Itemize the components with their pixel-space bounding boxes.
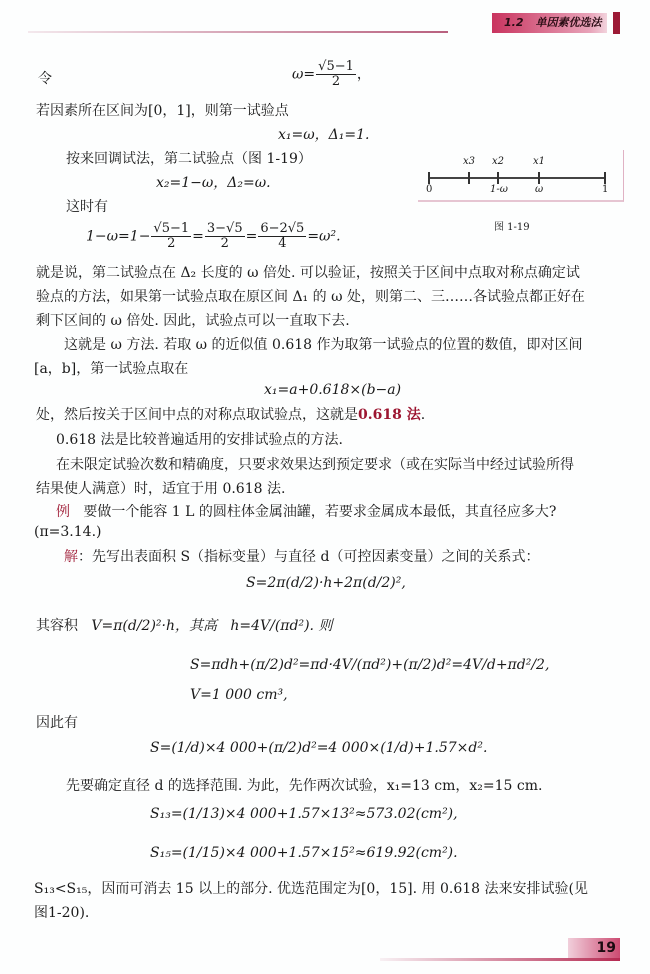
frac-denominator: 2 [331, 74, 341, 89]
method-name-highlight: 0.618 法 [358, 407, 421, 423]
example-question: 要做一个能容 1 L 的圆柱体金属油罐，若要求金属成本最低，其直径应多大? [83, 504, 557, 520]
surface-area-final-eq: S=(1/d)×4 000+(π/2)d²=4 000×(1/d)+1.57×d². [150, 740, 488, 756]
figure-caption: 图 1-19 [494, 222, 530, 233]
volume-value-eq: V=1 000 cm³, [190, 687, 288, 703]
frac-numerator: 6−2√5 [260, 221, 305, 236]
frac-denominator: 2 [167, 236, 176, 251]
frac-denominator: 2 [220, 236, 229, 251]
example-line [56, 501, 556, 521]
eq-part: =ω². [307, 228, 341, 245]
paragraph-line: 验点的方法，如果第一试验点取在原区间 Δ₁ 的 ω 处，则第二、三……各试验点都正好在 [36, 289, 585, 305]
punct: ， [356, 66, 371, 83]
s13-eq: S₁₃=(1/13)×4 000+1.57×13²≈573.02(cm²), [150, 806, 458, 822]
paragraph-line: [a，b]，第一试验点取在 [34, 361, 189, 377]
eq-part: = [192, 228, 204, 245]
paragraph-line: 剩下区间的 ω 倍处. 因此，试验点可以一直取下去. [36, 313, 350, 329]
frac-numerator: 3−√5 [206, 221, 243, 236]
eq-part: = [245, 228, 258, 245]
omega-definition [292, 60, 371, 89]
range-sentence: 先要确定直径 d 的选择范围. 为此，先作两次试验，x₁=13 cm，x₂=15 cm. [66, 778, 543, 794]
surface-area-substituted-eq: S=πdh+(π/2)d²=πd·4V/(πd²)+(π/2)d²=4V/d+πd²/2, [190, 657, 550, 673]
paragraph-line: 结果使人满意）时，适宜于用 0.618 法. [36, 481, 286, 497]
omega-lhs: ω= [292, 66, 316, 83]
pi-value: (π=3.14.) [34, 524, 102, 540]
solution-text: ：先写出表面积 S（指标变量）与直径 d（可控因素变量）之间的关系式： [78, 549, 540, 565]
let-label: 令 [38, 71, 52, 87]
solution-line [64, 546, 539, 566]
text: . [420, 407, 426, 423]
label-1: 1 [602, 184, 609, 195]
label-x3: x3 [463, 156, 476, 167]
paragraph-line: 就是说，第二试验点在 Δ₂ 长度的 ω 倍处. 可以验证，按照关于区间中点取对称点确定试 [36, 265, 580, 281]
now-have-label: 这时有 [66, 199, 108, 215]
interval-sentence: 若因素所在区间为[0，1]，则第一试验点 [36, 103, 289, 119]
frac-numerator: √5−1 [318, 59, 354, 74]
height-eq: h=4V/(πd²). 则 [230, 618, 333, 634]
volume-eq: V=π(d/2)²·h，其高 [91, 618, 217, 634]
label-0: 0 [426, 184, 433, 195]
section-number: 1.2 [504, 16, 524, 29]
conclusion-line: S₁₃<S₁₅，因而可消去 15 以上的部分. 优选范围定为[0，15]. 用 0.618 法来安排试验(见 [34, 881, 588, 897]
volume-line [36, 615, 332, 635]
label-x2: x2 [492, 156, 505, 167]
example-label: 例 [56, 504, 70, 520]
golden-section-eq: x₁=a+0.618×(b−a) [264, 382, 402, 398]
s15-eq: S₁₅=(1/15)×4 000+1.57×15²≈619.92(cm²). [150, 845, 458, 861]
second-point-sentence: 按来回调试法，第二试验点（图 1-19） [66, 151, 312, 167]
figure-1-19 [418, 150, 624, 202]
therefore-label: 因此有 [36, 715, 78, 731]
section-header [492, 13, 607, 33]
header-rule [28, 31, 448, 33]
label-x1: x1 [533, 156, 546, 167]
paragraph-line: 0.618 法是比较普遍适用的安排试验点的方法. [56, 432, 343, 448]
frac-numerator: √5−1 [153, 221, 190, 236]
tick-1 [604, 172, 606, 184]
frac-denominator: 4 [278, 236, 287, 251]
text: 处，然后按关于区间中点的对称点取试验点，这就是 [36, 407, 358, 423]
paragraph-line: 在未限定试验次数和精确度，只要求效果达到预定要求（或在实际当中经过试验所得 [56, 457, 574, 473]
omega-squared-eq [86, 222, 341, 251]
footer-rule [380, 958, 620, 961]
tick-x3 [468, 172, 470, 184]
label-1-minus-omega: 1-ω [490, 184, 508, 195]
paragraph-line [36, 404, 425, 424]
label-omega: ω [535, 184, 544, 195]
surface-area-eq: S=2π(d/2)·h+2π(d/2)², [246, 575, 406, 591]
paragraph-line: 这就是 ω 方法. 若取 ω 的近似值 0.618 作为取第一试验点的位置的数值，即对区间 [64, 337, 583, 353]
section-title: 单因素优选法 [535, 16, 602, 29]
tick-x2 [497, 172, 499, 184]
number-line [428, 177, 606, 179]
tick-0 [428, 172, 430, 184]
tick-x1 [538, 172, 540, 184]
eq-part: 1−ω=1− [86, 228, 151, 245]
volume-label: 其容积 [36, 618, 78, 634]
first-point-eq: x₁=ω，Δ₁=1. [278, 127, 370, 143]
page-number: 19 [568, 938, 620, 958]
solution-label: 解 [64, 549, 78, 565]
second-point-eq: x₂=1−ω，Δ₂=ω. [156, 175, 271, 191]
header-accent-bar [613, 12, 620, 34]
conclusion-line: 图1-20). [34, 905, 90, 921]
